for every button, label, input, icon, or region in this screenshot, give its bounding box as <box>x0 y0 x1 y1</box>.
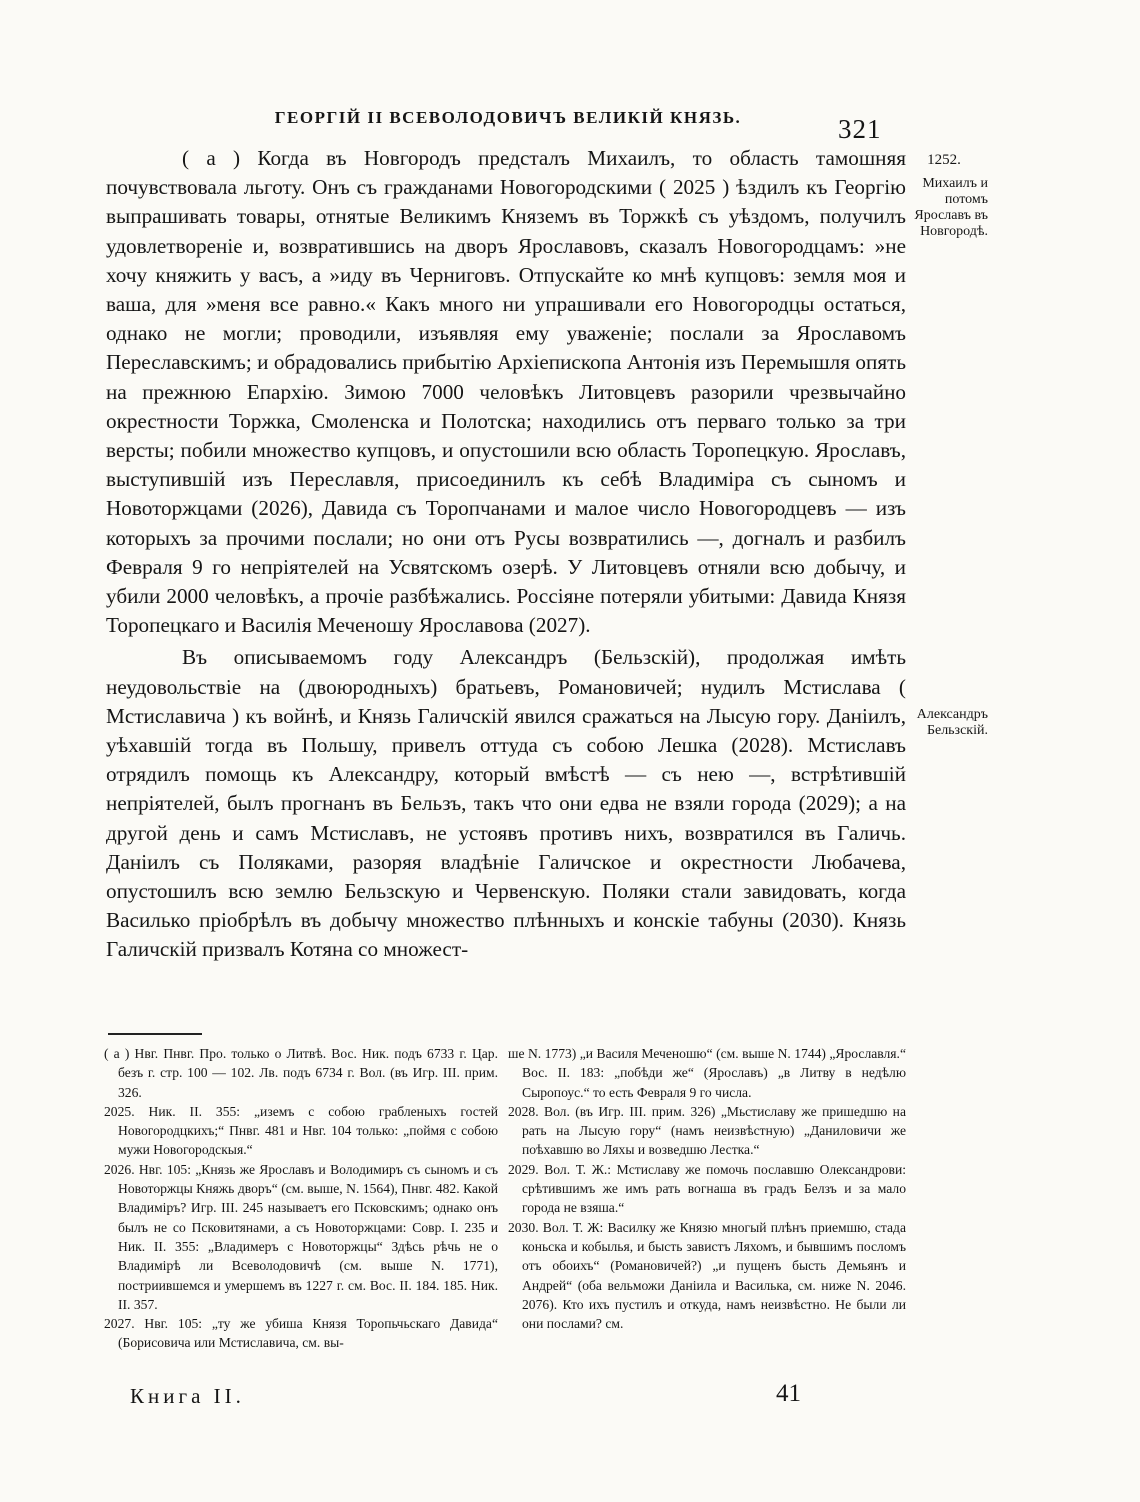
paragraph: ( а ) Когда въ Новгородъ предсталъ Михаилъ, то область тамошняя почувствовала льготу. Онъ съ гражданами Новогородскими ( 2025 ) ѣздилъ къ Георгію выпрашивать товары, отнятые Великимъ Княземъ въ Торжкѣ съ уѣздомъ, получилъ удовлетвореніе и, возвратившись на дворъ Ярославовъ, сказалъ Новогородцамъ: »не хочу княжить у васъ, а »иду въ Черниговъ. Отпускайте ко мнѣ купцовъ: земля моя и ваша, для »меня все равно.« Какъ много ни упрашивали его Новогородцы остаться, однако не могли; проводили, изъявляя ему уваженіе; послали за Ярославомъ Переславскимъ; и обрадовались прибытію Архіепископа Антонія изъ Перемышля опять на прежнюю Епархію. Зимою 7000 человѣкъ Литовцевъ разорили чрезвычайно окрестности Торжка, Смоленска и Полотска; находились отъ перваго только за три версты; побили множество купцовъ, и опустошили всю область Торопецкую. Ярославъ, выступившій изъ Переславля, присоединилъ къ себѣ Владиміра съ сыномъ и Новоторжцами (2026), Давида съ Торопчанами и малое число Новогородцевъ — изъ которыхъ за прочими послали; но они отъ Русы возвратились —, догналъ и разбилъ Февраля 9 го непріятелей на Усвятскомъ озерѣ. У Литовцевъ отняли всю добычу, и убили 2000 человѣкъ, а прочіе разбѣжались. Россіяне потеряли убитыми: Давида Князя Торопецкаго и Василія Меченошу Ярославова (2027). <box>106 146 906 638</box>
footnote-rule <box>108 1033 202 1035</box>
margin-year: 1252. <box>927 152 961 168</box>
footnote: 2030. Вол. Т. Ж: Василку же Князю многый плѣнъ приемшю, стада коньска и кобылья, и бысть завистъ Ляхомъ, и бывшимъ посломъ отъ обоихъ“ (Романовичей?) „и пущенъ бысть Демьянъ и Андрей“ (оба вельможи Даніила и Василька, см. ниже N. 2046. 2076). Кто ихъ пустилъ и откуда, намъ неизвѣстно. Не были ли они послами? см. <box>508 1219 906 1332</box>
footnotes-left-column <box>104 1044 498 1353</box>
paragraph: Въ описываемомъ году Александръ (Бельзскій), продолжая имѣть неудовольствіе на (двоюродныхъ) братьевъ, Романовичей; нудилъ Мстислава ( Мстиславича ) къ войнѣ, и Князь Галичскій явился сражаться на Лысую гору. Даніилъ, уѣхавшій тогда въ Польшу, привелъ оттуда съ собою Лешка (2028). Мстиславъ отрядилъ помощь къ Александру, который вмѣстѣ — съ нею —, встрѣтившій непріятелей, былъ прогнанъ въ Бельзъ, такъ что они едва не взяли города (2029); а на другой день и самъ Мстиславъ, не устоявъ противъ нихъ, возвратился въ Галичь. Даніилъ съ Поляками, разоряя владѣніе Галичское и окрестности Любачева, опустошилъ всю землю Бельзскую и Червенскую. Поляки стали завидовать, когда Василько пріобрѣлъ въ добычу множество плѣнныхъ и конскіе табуны (2030). Князь Галичскій призвалъ Котяна со множест- <box>106 645 906 962</box>
signature-mark: Книга II. <box>130 1384 245 1408</box>
margin-note-alexander: Александръ Бельзскій. <box>916 707 988 738</box>
footnote: 2026. Нвг. 105: „Князь же Ярославъ и Володимиръ съ сыномъ и съ Новоторжцы Княжь дворъ“ (см. выше, N. 1564), Пнвг. 482. Какой Владиміръ? Игр. III. 245 называетъ его Псковскимъ; однако онъ былъ не со Псковитянами, а съ Новоторжцами: Совр. I. 235 и Ник. II. 355: „Владимеръ с Новоторжцы“ Здѣсь рѣчь не о Владимірѣ ли Всеволодовичѣ (см. выше N. 1771), постриившемся и умершемъ въ 1227 г. см. Вос. II. 184. 185. Ник. II. 357. <box>104 1161 498 1312</box>
footnote: 2029. Вол. Т. Ж.: Мстиславу же помочь пославшю Олександрови: срѣтившимъ же имъ рать вогнаша въ градъ Белзъ и за мало города не взяша.“ <box>508 1161 906 1216</box>
footnotes-right-column <box>508 1044 906 1333</box>
footnote: 2025. Ник. II. 355: „иземъ с собою грабленыхъ гостей Новогородцкихъ;“ Пнвг. 481 и Нвг. 104 только: „поймя с собою мужи Новогородскыя.“ <box>104 1103 498 1158</box>
sheet-number: 41 <box>776 1380 801 1407</box>
main-text <box>106 144 906 965</box>
footnote: ( а ) Нвг. Пнвг. Про. только о Литвѣ. Вос. Ник. подъ 6733 г. Цар. безъ г. стр. 100 — 102. Лв. подъ 6734 г. Вол. (въ Игр. III. прим. 326. <box>104 1046 498 1100</box>
footnote: 2028. Вол. (въ Игр. III. прим. 326) „Мьстиславу же пришедшю на рать на Лысую гору“ (намъ неизвѣстную) „Даниловичи же поѣхавшю во Ляхы и возведшю Лестка.“ <box>508 1103 906 1158</box>
footnote: ше N. 1773) „и Василя Меченошю“ (см. выше N. 1744) „Ярославля.“ Вос. II. 183: „побѣди же“ (Ярославъ) „в Литву в недѣлю Сыропоус.“ то есть Февраля 9 го числа. <box>508 1046 906 1100</box>
footnote: 2027. Нвг. 105: „ту же убиша Князя Торопьчьскаго Давида“ (Борисовича или Мстиславича, см. вы- <box>104 1316 498 1351</box>
page-number: 321 <box>838 114 882 144</box>
running-head: ГЕОРГІЙ II ВСЕВОЛОДОВИЧЪ ВЕЛИКІЙ КНЯЗЬ. <box>274 108 742 127</box>
margin-note-mikhail: Михаилъ и потомъ Ярославъ въ Новгородѣ. <box>914 176 988 239</box>
